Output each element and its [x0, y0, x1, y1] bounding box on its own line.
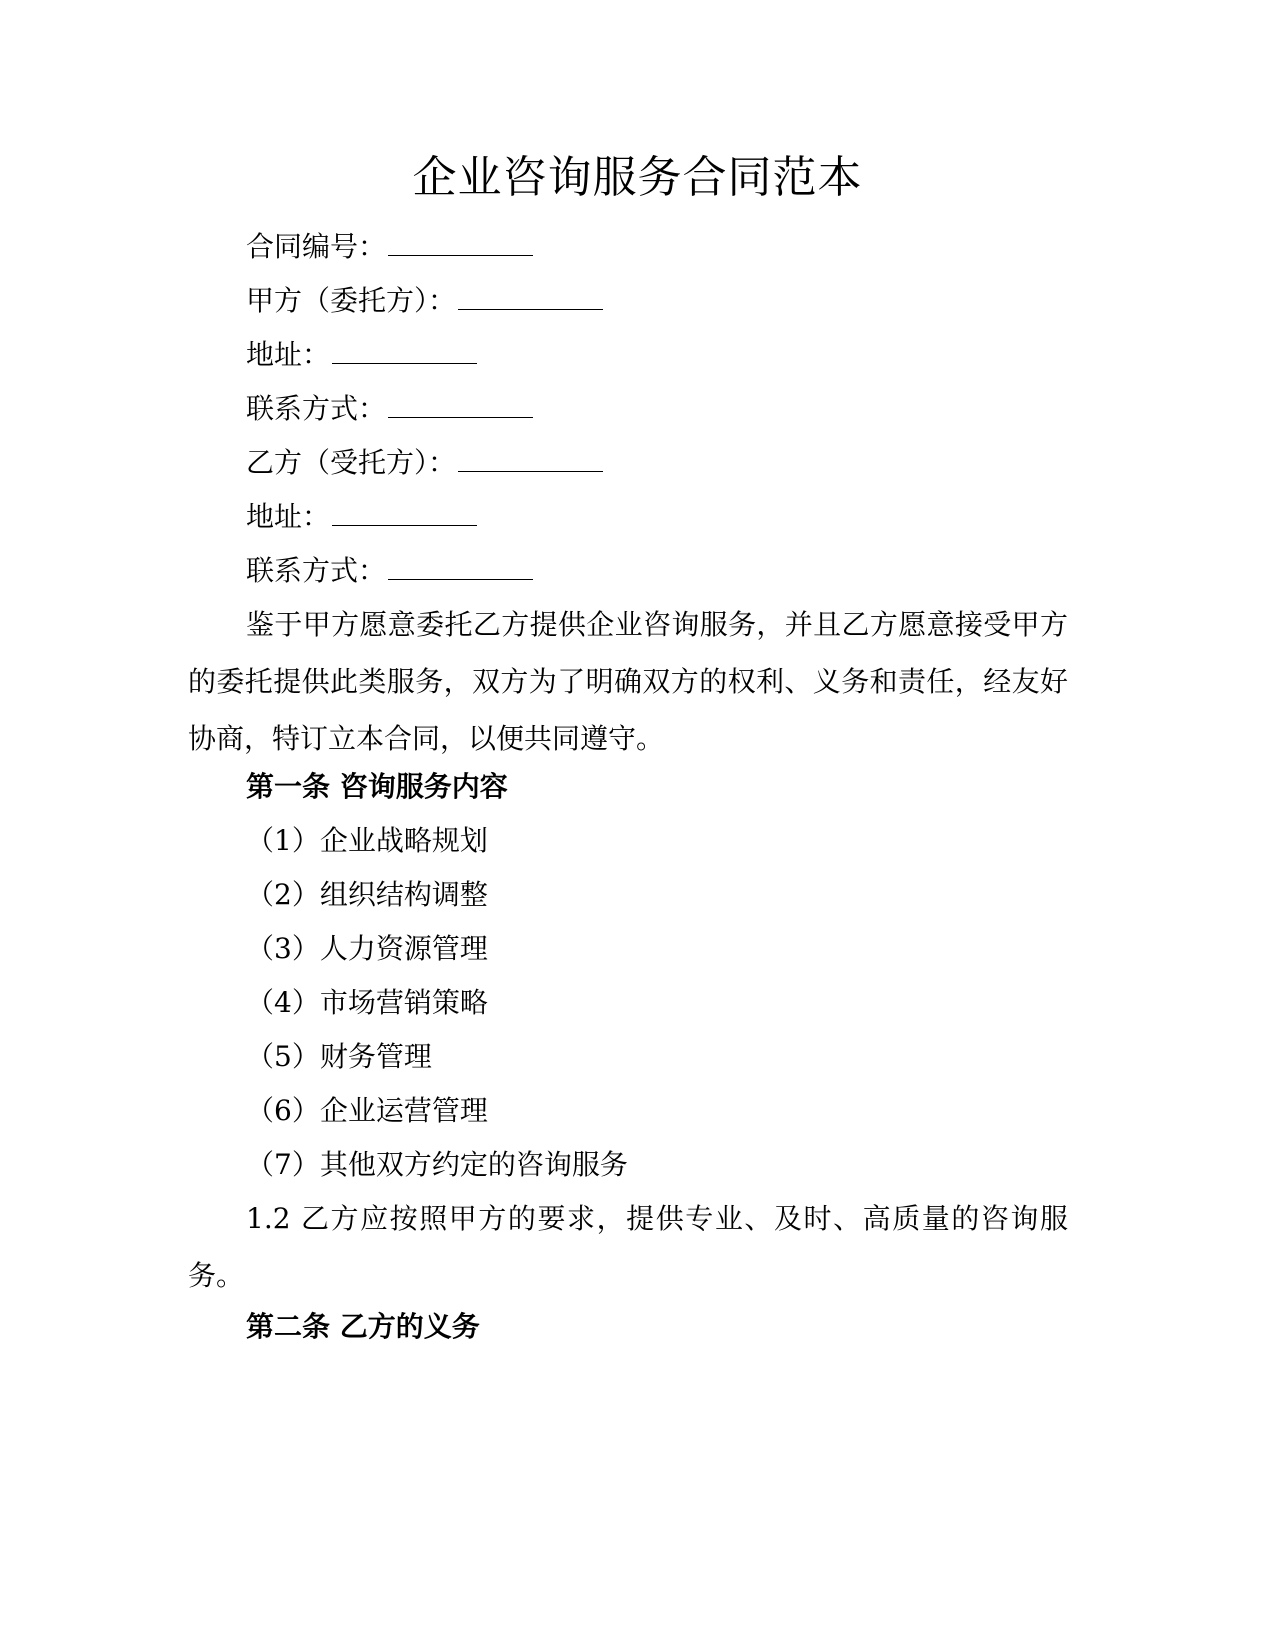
- document-title: 企业咨询服务合同范本: [412, 152, 863, 203]
- field-label: 联系方式：: [246, 554, 387, 587]
- list-item: （4）市场营销策略: [246, 986, 488, 1019]
- list-item: （7）其他双方约定的咨询服务: [246, 1148, 628, 1181]
- list-item: （5）财务管理: [246, 1040, 432, 1073]
- fill-in-blank[interactable]: [388, 553, 533, 580]
- field-label: 合同编号：: [246, 230, 387, 263]
- list-item: （2）组织结构调整: [246, 878, 488, 911]
- fill-in-blank[interactable]: [388, 229, 533, 256]
- field-party-a-address: [246, 337, 477, 373]
- list-item: （3）人力资源管理: [246, 932, 488, 965]
- fill-in-blank[interactable]: [458, 445, 603, 472]
- clause-1-2: 1.2 乙方应按照甲方的要求，提供专业、及时、高质量的咨询服务。: [188, 1202, 1068, 1292]
- fill-in-blank[interactable]: [458, 283, 603, 310]
- field-label: 地址：: [246, 500, 331, 533]
- field-label: 乙方（受托方）：: [246, 446, 457, 479]
- field-label: 联系方式：: [246, 392, 387, 425]
- field-contract-number: [246, 229, 533, 265]
- article-1-heading: 第一条 咨询服务内容: [246, 770, 508, 803]
- list-item: （6）企业运营管理: [246, 1094, 488, 1127]
- preamble-paragraph: 鉴于甲方愿意委托乙方提供企业咨询服务，并且乙方愿意接受甲方的委托提供此类服务，双方为了明确双方的权利、义务和责任，经友好协商，特订立本合同，以便共同遵守。: [188, 608, 1068, 755]
- fill-in-blank[interactable]: [332, 499, 477, 526]
- field-party-b-address: [246, 499, 477, 535]
- field-label: 地址：: [246, 338, 331, 371]
- fill-in-blank[interactable]: [388, 391, 533, 418]
- field-party-a: [246, 283, 603, 319]
- field-label: 甲方（委托方）：: [246, 284, 457, 317]
- fill-in-blank[interactable]: [332, 337, 477, 364]
- field-party-b-contact: [246, 553, 533, 589]
- list-item: （1）企业战略规划: [246, 824, 488, 857]
- article-2-heading: 第二条 乙方的义务: [246, 1310, 480, 1343]
- field-party-a-contact: [246, 391, 533, 427]
- field-party-b: [246, 445, 603, 481]
